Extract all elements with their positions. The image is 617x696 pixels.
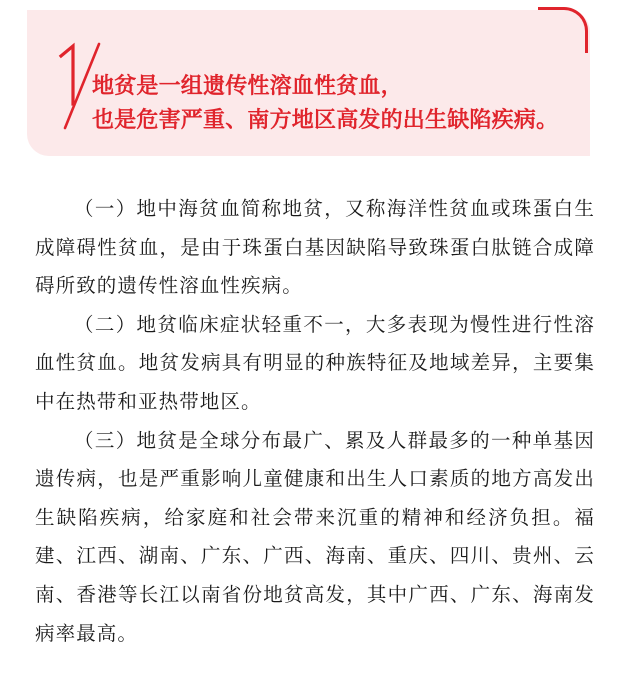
- header-title: [92, 70, 587, 138]
- corner-accent: [538, 7, 588, 53]
- header-title-line-1: 地贫是一组遗传性溶血性贫血，: [92, 74, 403, 99]
- body-text: [35, 190, 595, 653]
- paragraph-3: （三）地贫是全球分布最广、累及人群最多的一种单基因遗传病，也是严重影响儿童健康和出生人口素质的地方高发出生缺陷疾病，给家庭和社会带来沉重的精神和经济负担。福建、江西、湖南、广东、广西、海南、重庆、四川、贵州、云南、香港等长江以南省份地贫高发，其中广西、广东、海南发病率最高。: [35, 428, 595, 645]
- paragraph-2: （二）地贫临床症状轻重不一，大多表现为慢性进行性溶血性贫血。地贫发病具有明显的种族特征及地域差异，主要集中在热带和亚热带地区。: [35, 312, 595, 413]
- paragraph-1: （一）地中海贫血简称地贫，又称海洋性贫血或珠蛋白生成障碍性贫血，是由于珠蛋白基因缺陷导致珠蛋白肽链合成障碍所致的遗传性溶血性疾病。: [35, 197, 595, 298]
- header-title-line-2: 也是危害严重、南方地区高发的出生缺陷疾病。: [92, 108, 559, 133]
